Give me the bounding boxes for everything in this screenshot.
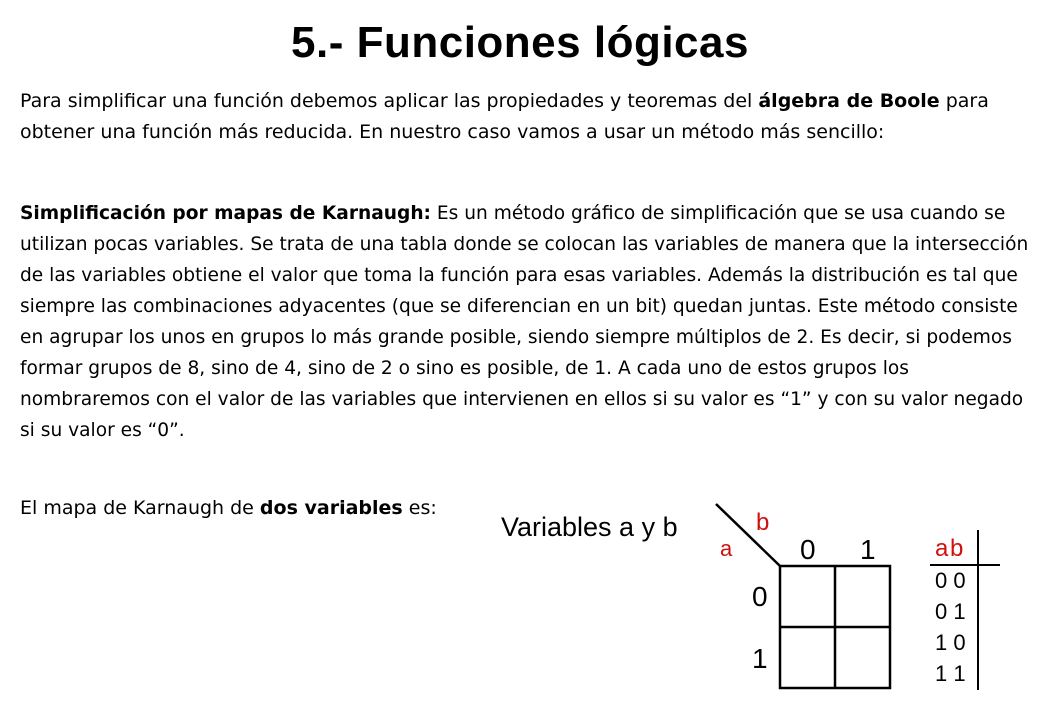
karnaugh-paragraph	[20, 198, 1030, 446]
table-header-b: b	[950, 535, 964, 562]
row-header-1: 1	[752, 643, 768, 674]
table-row-1: 0 1	[935, 599, 966, 624]
intro-text-1: Para simplificar una función debemos aplicar las propiedades y teoremas del	[20, 90, 759, 112]
var-b-label: b	[756, 509, 770, 536]
table-row-3: 1 1	[935, 661, 966, 686]
table-row-0: 0 0	[935, 568, 966, 593]
table-row-2: 1 0	[935, 630, 966, 655]
karnaugh-text: Es un método gráfico de simplificación que se usa cuando se utilizan pocas variables. Se trata de una tabla donde se colocan las variables de manera que la intersección de las variables obtiene el valor que toma la función para esas variables. Además la distribución es tal que siempre las combinaciones adyacentes (que se diferencian en un bit) quedan juntas. Este método consiste en agrupar los unos en grupos lo más grande posible, siendo siempre múltiplos de 2. Es decir, si podemos formar grupos de 8, sino de 4, sino de 2 o sino es posible, de 1. A cada uno de estos grupos los nombraremos con el valor de las variables que intervienen en ellos si su valor es “1” y con su valor negado si su valor es “0”.	[20, 203, 1029, 441]
two-variable-bold-term: dos variables	[259, 497, 403, 519]
var-a-label: a	[720, 536, 733, 561]
col-header-1: 1	[860, 534, 876, 565]
table-header-a: a	[935, 535, 949, 562]
karnaugh-map-diagram	[700, 500, 1000, 695]
intro-text-2: para obtener una función más reducida. En nuestro caso vamos a usar un método más sencillo:	[20, 90, 989, 143]
col-header-0: 0	[800, 534, 816, 565]
row-header-0: 0	[752, 581, 768, 612]
diagram-label: Variables a y b	[501, 512, 678, 542]
karnaugh-bold-term: Simplificación por mapas de Karnaugh:	[20, 203, 431, 224]
intro-bold-term: álgebra de Boole	[758, 90, 940, 112]
two-variable-text-1: El mapa de Karnaugh de	[20, 497, 260, 519]
intro-paragraph	[20, 86, 1030, 148]
page-title: 5.- Funciones lógicas	[291, 18, 749, 67]
two-variable-text-2: es:	[402, 497, 437, 519]
